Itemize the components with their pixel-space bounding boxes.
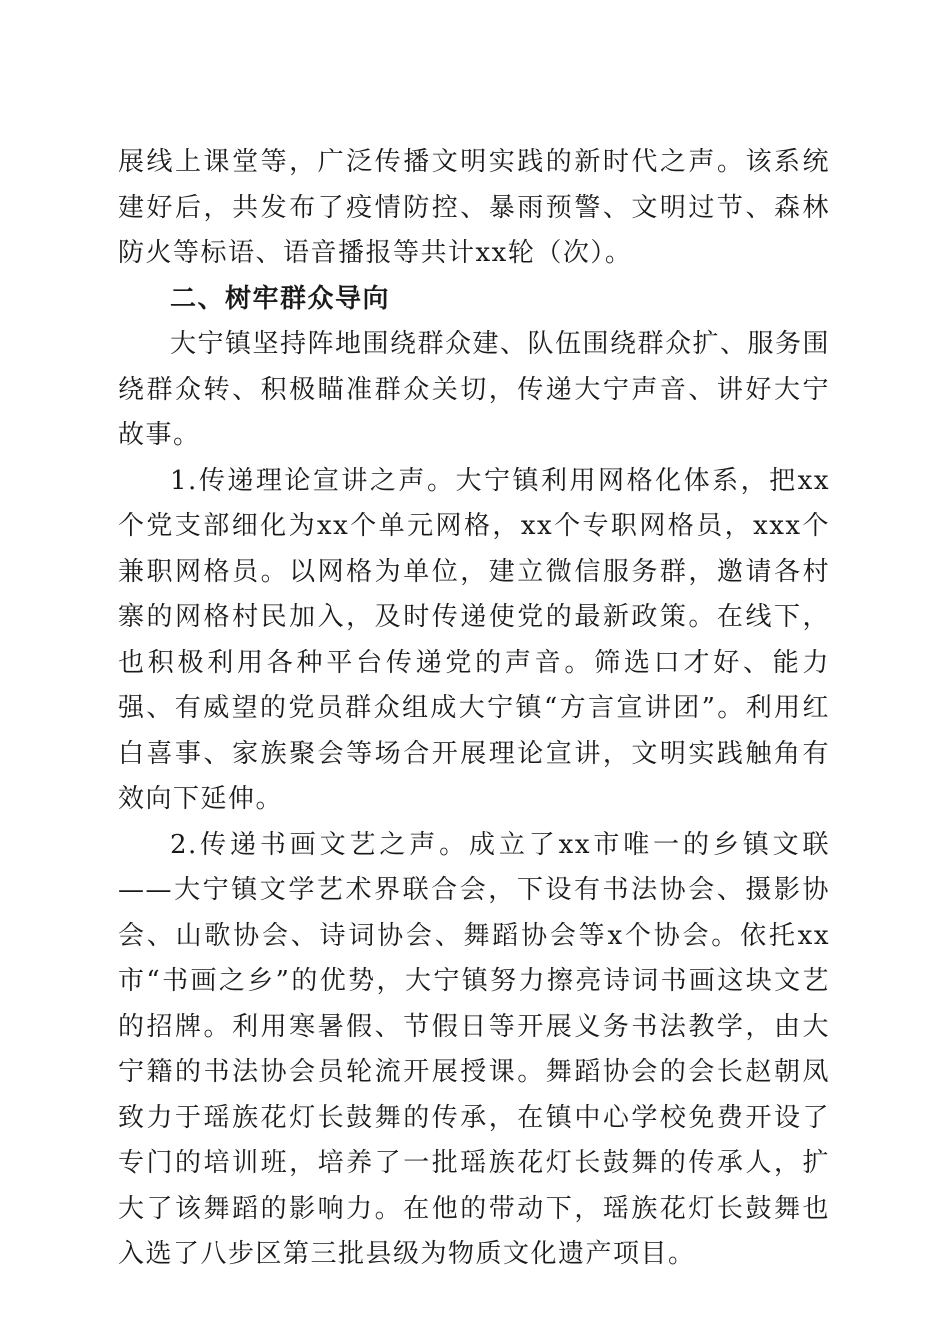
document-body bbox=[118, 140, 830, 1278]
intro-paragraph: 大宁镇坚持阵地围绕群众建、队伍围绕群众扩、服务围绕群众转、积极瞄准群众关切，传递大宁声音、讲好大宁故事。 bbox=[118, 329, 831, 450]
continued-paragraph: 展线上课堂等，广泛传播文明实践的新时代之声。该系统建好后，共发布了疫情防控、暴雨预警、文明过节、森林防火等标语、语音播报等共计xx轮（次）。 bbox=[118, 147, 830, 268]
item-2-paragraph: 2.传递书画文艺之声。成立了xx市唯一的乡镇文联——大宁镇文学艺术界联合会，下设有书法协会、摄影协会、山歌协会、诗词协会、舞蹈协会等x个协会。依托xx市“书画之乡”的优势，大宁镇努力擦亮诗词书画这块文艺的招牌。利用寒暑假、节假日等开展义务书法教学，由大宁籍的书法协会员轮流开展授课。舞蹈协会的会长赵朝凤致力于瑶族花灯长鼓舞的传承，在镇中心学校免费开设了专门的培训班，培养了一批瑶族花灯长鼓舞的传承人，扩大了该舞蹈的影响力。在他的带动下，瑶族花灯长鼓舞也入选了八步区第三批县级为物质文化遗产项目。 bbox=[118, 829, 830, 1269]
item-1-paragraph: 1.传递理论宣讲之声。大宁镇利用网格化体系，把xx个党支部细化为xx个单元网格，xx个专职网格员，xxx个兼职网格员。以网格为单位，建立微信服务群，邀请各村寨的网格村民加入，及时传递使党的最新政策。在线下，也积极利用各种平台传递党的声音。筛选口才好、能力强、有威望的党员群众组成大宁镇“方言宣讲团”。利用红白喜事、家族聚会等场合开展理论宣讲，文明实践触角有效向下延伸。 bbox=[118, 465, 830, 814]
section-heading: 二、树牢群众导向 bbox=[170, 283, 391, 314]
